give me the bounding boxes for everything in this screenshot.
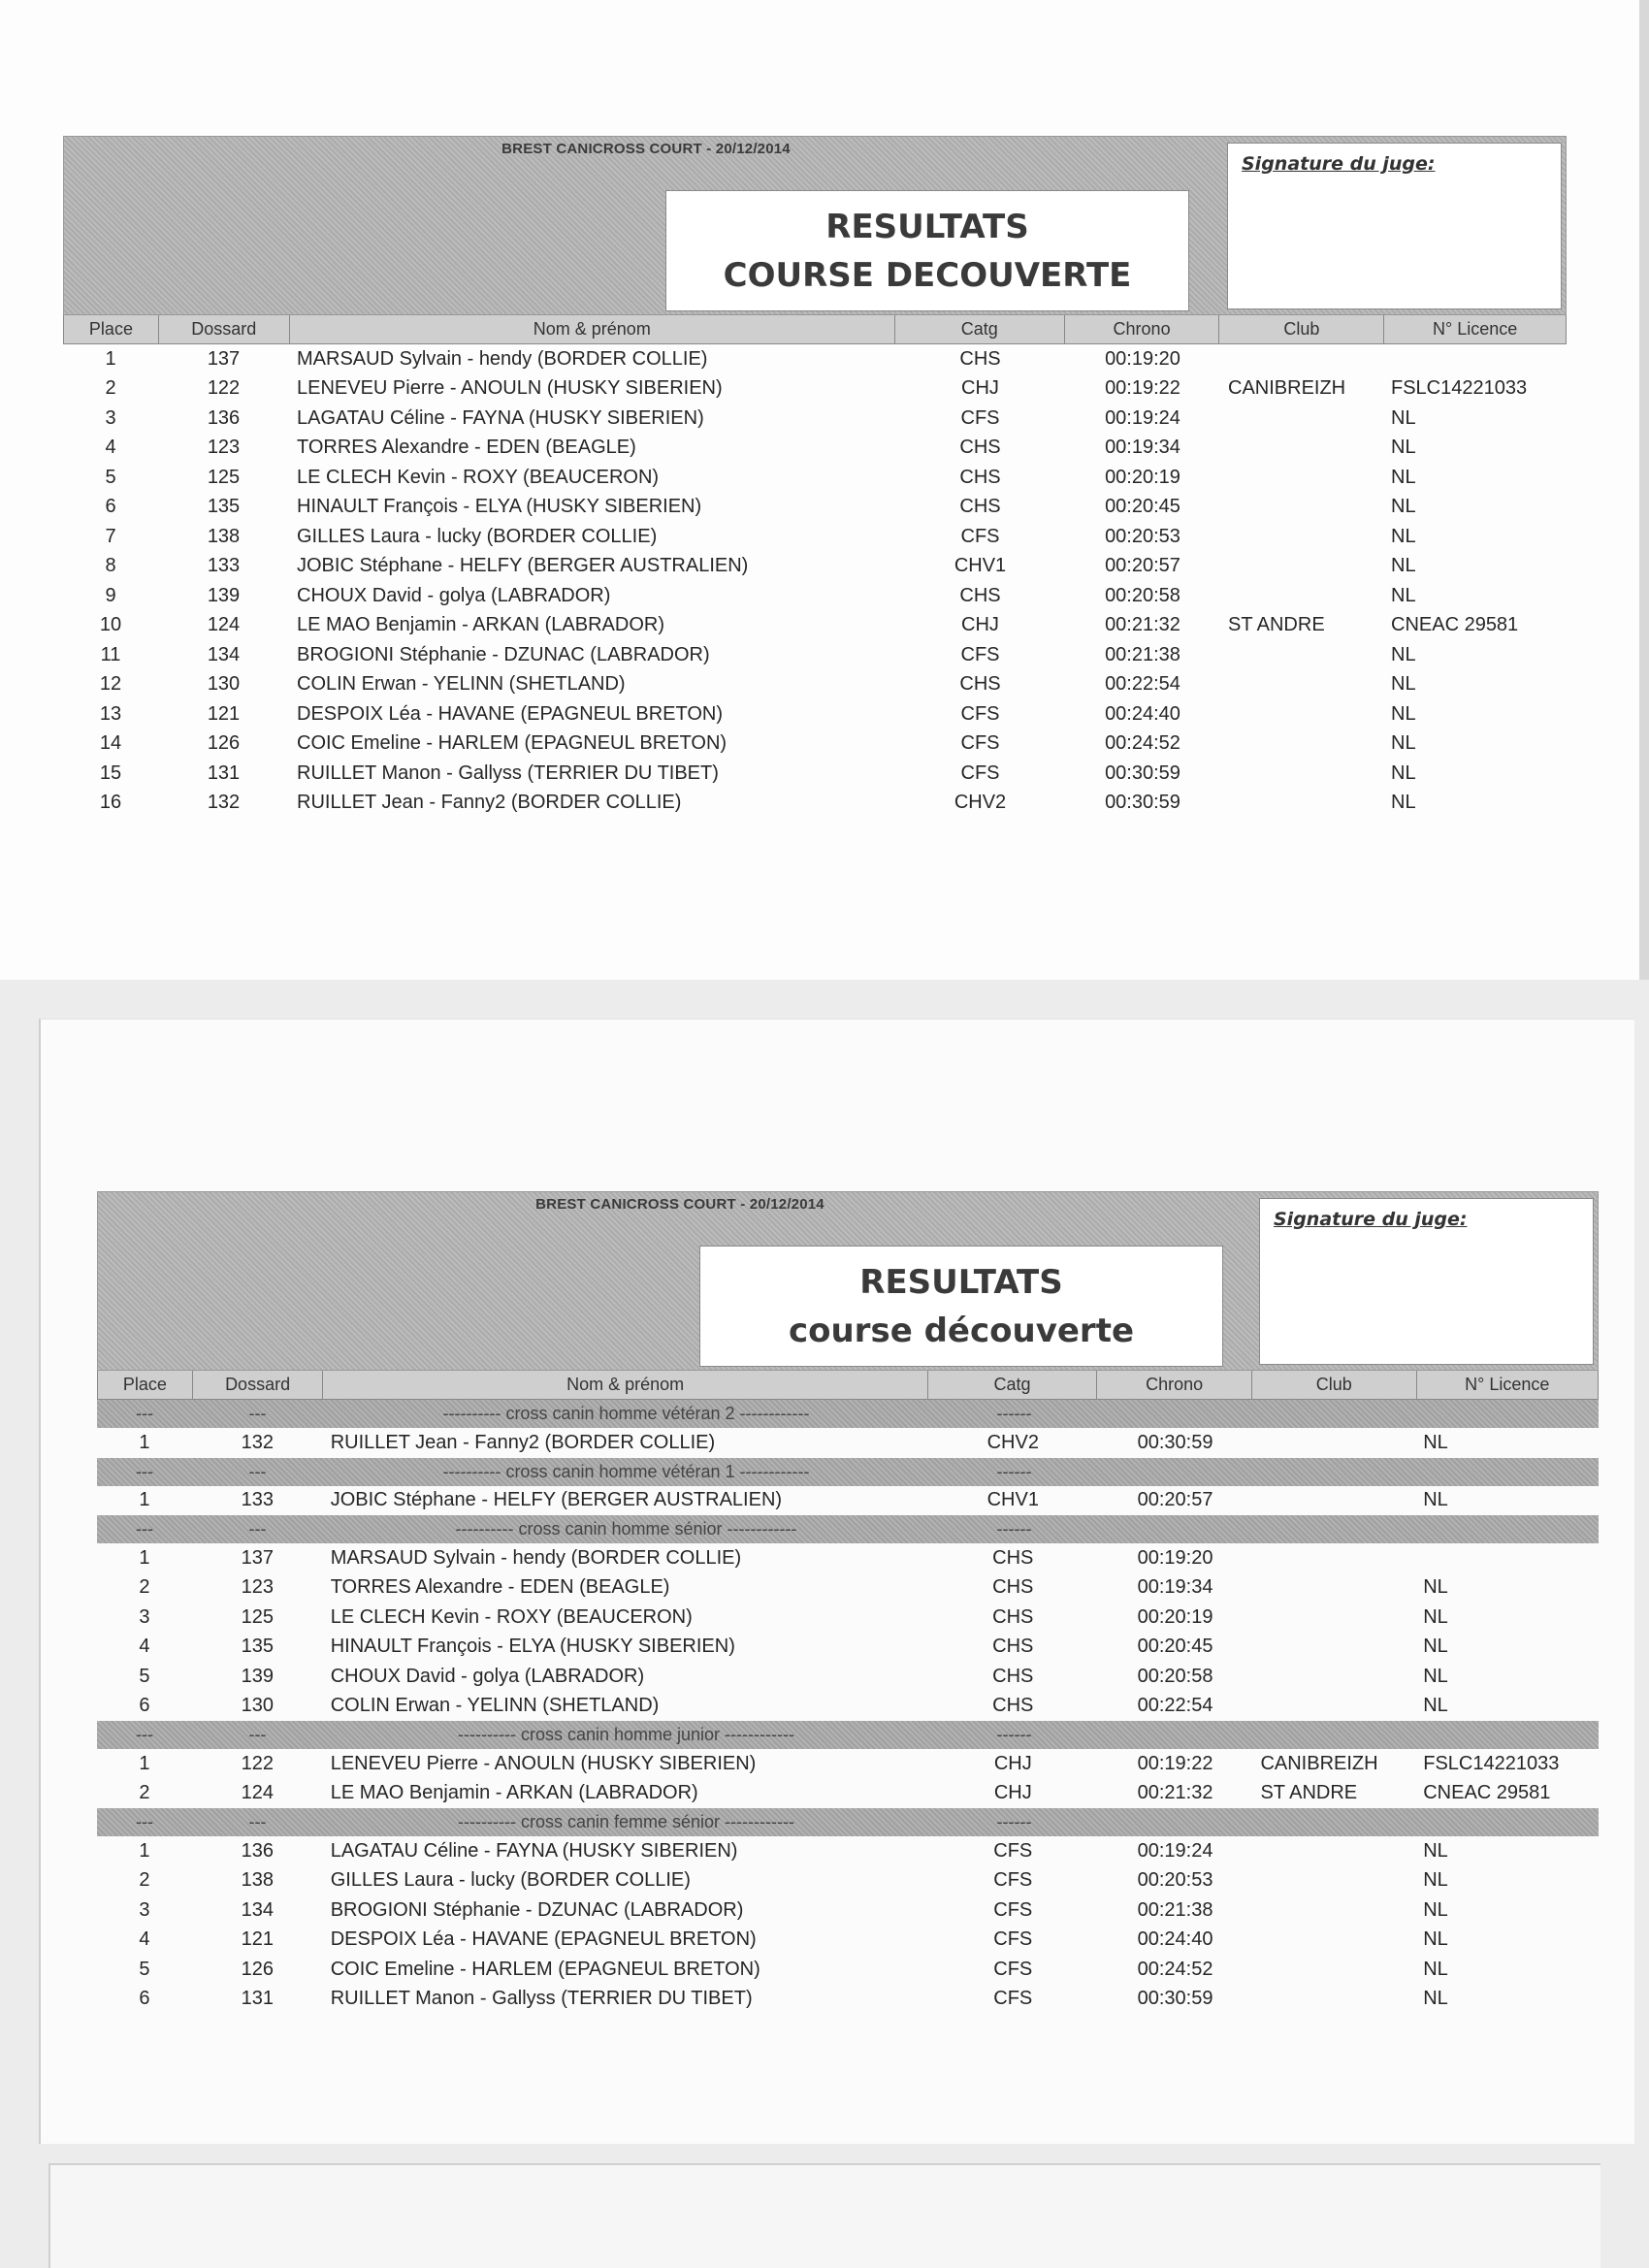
result-time: 00:22:54 — [1137, 1695, 1213, 1717]
result-place: 3 — [139, 1605, 150, 1628]
result-place: 11 — [100, 643, 121, 665]
result-time: 00:19:22 — [1105, 377, 1180, 400]
result-dossard: 138 — [241, 1869, 274, 1892]
table-row — [63, 493, 1567, 523]
race-title: course découverte — [788, 1311, 1135, 1350]
result-category: CHS — [959, 496, 1001, 518]
result-time: 00:24:52 — [1105, 732, 1180, 755]
table-row — [97, 1985, 1599, 2015]
table-row — [97, 1692, 1599, 1722]
group-catg-dash: ------ — [996, 1519, 1032, 1539]
result-category: CFS — [960, 732, 1000, 755]
table-row — [97, 1895, 1599, 1926]
column-header-catg: Catg — [895, 315, 1065, 343]
result-category: CHV2 — [986, 1431, 1039, 1453]
column-header-licence: N° Licence — [1433, 319, 1518, 339]
result-place: 2 — [105, 377, 116, 400]
result-licence: NL — [1391, 761, 1416, 784]
result-name: LE MAO Benjamin - ARKAN (LABRADOR) — [297, 614, 664, 636]
result-name: DESPOIX Léa - HAVANE (EPAGNEUL BRETON) — [297, 702, 724, 725]
result-licence: NL — [1391, 466, 1416, 488]
race-title: COURSE DECOUVERTE — [723, 255, 1132, 295]
result-name: CHOUX David - golya (LABRADOR) — [330, 1665, 645, 1687]
group-place-dash: --- — [136, 1725, 153, 1744]
result-name: TORRES Alexandre - EDEN (BEAGLE) — [297, 437, 636, 459]
column-header-place: Place — [64, 315, 159, 343]
result-place: 6 — [139, 1695, 150, 1717]
table-row — [63, 552, 1567, 582]
result-dossard: 126 — [207, 732, 241, 755]
result-time: 00:24:40 — [1105, 702, 1180, 725]
result-time: 00:20:45 — [1105, 496, 1180, 518]
result-licence: NL — [1391, 496, 1416, 518]
result-name: BROGIONI Stéphanie - DZUNAC (LABRADOR) — [297, 643, 710, 665]
result-dossard: 131 — [207, 761, 241, 784]
result-time: 00:22:54 — [1105, 673, 1180, 696]
result-dossard: 122 — [241, 1752, 274, 1774]
result-name: COLIN Erwan - YELINN (SHETLAND) — [330, 1695, 660, 1717]
result-name: LE MAO Benjamin - ARKAN (LABRADOR) — [330, 1782, 698, 1804]
result-time: 00:30:59 — [1105, 761, 1180, 784]
signature-box — [1259, 1198, 1594, 1365]
column-header-dossard: Dossard — [159, 315, 290, 343]
result-dossard: 126 — [241, 1958, 274, 1980]
result-licence: NL — [1423, 1576, 1448, 1599]
result-licence: NL — [1423, 1928, 1448, 1951]
document-header — [97, 1191, 1599, 1371]
result-category: CHJ — [961, 614, 999, 636]
column-header-place: Place — [98, 1371, 193, 1399]
result-place: 4 — [139, 1928, 150, 1951]
result-place: 16 — [99, 792, 122, 814]
results-table-body — [63, 344, 1567, 818]
result-name: COIC Emeline - HARLEM (EPAGNEUL BRETON) — [330, 1958, 760, 1980]
table-row — [63, 344, 1567, 374]
result-name: LAGATAU Céline - FAYNA (HUSKY SIBERIEN) — [297, 406, 704, 429]
result-place: 9 — [105, 584, 116, 606]
result-place: 15 — [99, 761, 122, 784]
result-time: 00:20:19 — [1105, 466, 1180, 488]
table-row — [63, 789, 1567, 819]
result-licence: NL — [1391, 702, 1416, 725]
result-time: 00:21:38 — [1105, 643, 1180, 665]
event-title: BREST CANICROSS COURT - 20/12/2014 — [535, 1196, 824, 1213]
result-licence: NL — [1423, 1605, 1448, 1628]
result-dossard: 124 — [207, 614, 241, 636]
result-dossard: 130 — [241, 1695, 274, 1717]
column-header-licence: N° Licence — [1465, 1375, 1550, 1394]
result-club: ST ANDRE — [1260, 1782, 1358, 1804]
table-row — [63, 463, 1567, 493]
result-dossard: 121 — [207, 702, 241, 725]
title-box — [699, 1246, 1223, 1367]
signature-label: Signature du juge: — [1274, 1209, 1468, 1230]
table-row — [63, 759, 1567, 789]
result-dossard: 139 — [207, 584, 241, 606]
result-name: LE CLECH Kevin - ROXY (BEAUCERON) — [330, 1605, 693, 1628]
result-place: 10 — [99, 614, 122, 636]
result-time: 00:19:20 — [1105, 347, 1180, 370]
category-results-document — [97, 1191, 1599, 2014]
result-licence: NL — [1391, 792, 1416, 814]
group-label: ---------- cross canin femme sénior ------------ — [458, 1812, 794, 1831]
result-name: JOBIC Stéphane - HELFY (BERGER AUSTRALIEN) — [297, 555, 749, 577]
category-group-header — [97, 1458, 1599, 1486]
result-dossard: 136 — [207, 406, 241, 429]
category-group-header — [97, 1808, 1599, 1836]
table-row — [63, 611, 1567, 641]
result-licence: CNEAC 29581 — [1423, 1782, 1551, 1804]
result-dossard: 131 — [241, 1988, 274, 2010]
result-licence: NL — [1423, 1695, 1448, 1717]
result-place: 3 — [139, 1898, 150, 1921]
result-dossard: 137 — [241, 1546, 274, 1569]
result-dossard: 130 — [207, 673, 241, 696]
result-time: 00:20:58 — [1137, 1665, 1213, 1687]
group-place-dash: --- — [136, 1461, 153, 1481]
result-name: HINAULT François - ELYA (HUSKY SIBERIEN) — [330, 1636, 735, 1658]
result-place: 4 — [105, 437, 116, 459]
table-row — [97, 1573, 1599, 1604]
table-row — [97, 1955, 1599, 1985]
result-dossard: 138 — [207, 525, 241, 547]
result-dossard: 125 — [207, 466, 241, 488]
result-licence: FSLC14221033 — [1391, 377, 1528, 400]
result-licence: NL — [1391, 584, 1416, 606]
result-category: CFS — [993, 1898, 1033, 1921]
result-dossard: 124 — [241, 1782, 274, 1804]
result-licence: NL — [1391, 673, 1416, 696]
table-row — [97, 1633, 1599, 1663]
category-group-header — [97, 1515, 1599, 1543]
group-catg-dash: ------ — [996, 1812, 1032, 1831]
result-dossard: 133 — [207, 555, 241, 577]
result-licence: NL — [1423, 1839, 1448, 1862]
result-time: 00:20:58 — [1105, 584, 1180, 606]
result-category: CFS — [993, 1869, 1033, 1892]
result-time: 00:20:57 — [1105, 555, 1180, 577]
result-name: GILLES Laura - lucky (BORDER COLLIE) — [297, 525, 658, 547]
result-dossard: 132 — [241, 1431, 274, 1453]
result-category: CHS — [992, 1605, 1034, 1628]
title-box — [665, 190, 1189, 311]
table-row — [97, 1486, 1599, 1516]
result-time: 00:21:38 — [1137, 1898, 1213, 1921]
table-row — [97, 1662, 1599, 1692]
result-dossard: 135 — [207, 496, 241, 518]
result-name: MARSAUD Sylvain - hendy (BORDER COLLIE) — [330, 1546, 742, 1569]
result-dossard: 132 — [207, 792, 241, 814]
group-dossard-dash: --- — [248, 1404, 267, 1423]
result-category: CHS — [959, 466, 1001, 488]
result-licence: NL — [1423, 1489, 1448, 1511]
table-row — [63, 522, 1567, 552]
result-place: 3 — [105, 406, 116, 429]
category-group-header — [97, 1721, 1599, 1749]
result-time: 00:19:22 — [1137, 1752, 1213, 1774]
result-licence: NL — [1423, 1869, 1448, 1892]
table-row — [97, 1603, 1599, 1633]
group-label: ---------- cross canin homme sénior ------------ — [455, 1519, 797, 1539]
result-place: 14 — [99, 732, 122, 755]
result-category: CHV1 — [986, 1489, 1039, 1511]
result-category: CHS — [959, 437, 1001, 459]
result-name: BROGIONI Stéphanie - DZUNAC (LABRADOR) — [330, 1898, 744, 1921]
result-category: CHS — [959, 673, 1001, 696]
result-licence: NL — [1423, 1988, 1448, 2010]
result-name: RUILLET Manon - Gallyss (TERRIER DU TIBET) — [330, 1988, 753, 2010]
table-row — [63, 581, 1567, 611]
column-header-nom: Nom & prénom — [323, 1371, 927, 1399]
result-name: COLIN Erwan - YELINN (SHETLAND) — [297, 673, 626, 696]
group-catg-dash: ------ — [996, 1404, 1032, 1423]
result-time: 00:20:19 — [1137, 1605, 1213, 1628]
result-dossard: 137 — [207, 347, 241, 370]
result-place: 1 — [105, 347, 116, 370]
result-category: CFS — [960, 702, 1000, 725]
group-dossard-dash: --- — [248, 1519, 267, 1539]
result-name: JOBIC Stéphane - HELFY (BERGER AUSTRALIEN) — [330, 1489, 783, 1511]
result-dossard: 122 — [207, 377, 241, 400]
table-row — [63, 640, 1567, 670]
result-place: 2 — [139, 1782, 150, 1804]
group-dossard-dash: --- — [248, 1812, 267, 1831]
result-club: ST ANDRE — [1228, 614, 1325, 636]
column-headers — [97, 1371, 1599, 1400]
table-row — [63, 374, 1567, 405]
result-place: 1 — [139, 1839, 150, 1862]
result-time: 00:30:59 — [1137, 1988, 1213, 2010]
result-place: 4 — [139, 1636, 150, 1658]
result-club: CANIBREIZH — [1228, 377, 1346, 400]
result-licence: NL — [1391, 643, 1416, 665]
group-catg-dash: ------ — [996, 1461, 1032, 1481]
result-place: 1 — [139, 1546, 150, 1569]
result-place: 13 — [99, 702, 122, 725]
result-name: CHOUX David - golya (LABRADOR) — [297, 584, 611, 606]
result-name: RUILLET Jean - Fanny2 (BORDER COLLIE) — [330, 1431, 716, 1453]
result-licence: NL — [1423, 1665, 1448, 1687]
result-name: LAGATAU Céline - FAYNA (HUSKY SIBERIEN) — [330, 1839, 738, 1862]
result-licence: NL — [1391, 555, 1416, 577]
results-sheet-3-edge — [48, 2163, 1600, 2268]
result-place: 8 — [105, 555, 116, 577]
result-dossard: 136 — [241, 1839, 274, 1862]
result-dossard: 123 — [207, 437, 241, 459]
sheet-1-edge — [1639, 0, 1649, 980]
group-place-dash: --- — [136, 1404, 153, 1423]
signature-box — [1227, 143, 1562, 309]
column-headers — [63, 315, 1567, 344]
result-category: CHJ — [993, 1782, 1032, 1804]
result-time: 00:19:20 — [1137, 1546, 1213, 1569]
result-time: 00:19:34 — [1137, 1576, 1213, 1599]
result-licence: NL — [1423, 1431, 1448, 1453]
table-row — [97, 1543, 1599, 1573]
result-dossard: 133 — [241, 1489, 274, 1511]
result-licence: CNEAC 29581 — [1391, 614, 1519, 636]
result-time: 00:24:52 — [1137, 1958, 1213, 1980]
result-name: HINAULT François - ELYA (HUSKY SIBERIEN) — [297, 496, 702, 518]
result-dossard: 134 — [241, 1898, 274, 1921]
group-place-dash: --- — [136, 1812, 153, 1831]
column-header-chrono: Chrono — [1065, 315, 1220, 343]
group-dossard-dash: --- — [248, 1725, 267, 1744]
result-category: CFS — [960, 643, 1000, 665]
result-time: 00:19:24 — [1105, 406, 1180, 429]
table-row — [97, 1779, 1599, 1809]
result-place: 1 — [139, 1431, 150, 1453]
result-time: 00:24:40 — [1137, 1928, 1213, 1951]
result-name: DESPOIX Léa - HAVANE (EPAGNEUL BRETON) — [330, 1928, 757, 1951]
table-row — [63, 670, 1567, 700]
result-category: CHS — [959, 584, 1001, 606]
result-place: 6 — [139, 1988, 150, 2010]
group-dossard-dash: --- — [248, 1461, 267, 1481]
result-name: TORRES Alexandre - EDEN (BEAGLE) — [330, 1576, 670, 1599]
result-name: LENEVEU Pierre - ANOULN (HUSKY SIBERIEN) — [297, 377, 723, 400]
result-place: 2 — [139, 1576, 150, 1599]
result-place: 5 — [139, 1665, 150, 1687]
result-category: CHS — [992, 1695, 1034, 1717]
result-category: CHS — [992, 1665, 1034, 1687]
result-place: 5 — [139, 1958, 150, 1980]
result-name: LE CLECH Kevin - ROXY (BEAUCERON) — [297, 466, 660, 488]
column-header-club: Club — [1219, 315, 1384, 343]
result-licence: NL — [1423, 1636, 1448, 1658]
result-name: MARSAUD Sylvain - hendy (BORDER COLLIE) — [297, 347, 708, 370]
result-category: CFS — [993, 1988, 1033, 2010]
document-header — [63, 136, 1567, 315]
result-category: CHS — [992, 1546, 1034, 1569]
result-category: CFS — [960, 525, 1000, 547]
table-row — [97, 1866, 1599, 1896]
result-licence: FSLC14221033 — [1423, 1752, 1560, 1774]
result-category: CHS — [992, 1636, 1034, 1658]
results-title: RESULTATS — [859, 1262, 1063, 1302]
column-header-nom: Nom & prénom — [290, 315, 895, 343]
result-dossard: 125 — [241, 1605, 274, 1628]
result-club: CANIBREIZH — [1260, 1752, 1378, 1774]
result-name: RUILLET Jean - Fanny2 (BORDER COLLIE) — [297, 792, 682, 814]
result-time: 00:30:59 — [1137, 1431, 1213, 1453]
result-licence: NL — [1391, 437, 1416, 459]
table-row — [97, 1749, 1599, 1779]
result-licence: NL — [1391, 732, 1416, 755]
results-title: RESULTATS — [825, 207, 1029, 246]
result-time: 00:21:32 — [1105, 614, 1180, 636]
group-label: ---------- cross canin homme vétéran 2 ------------ — [442, 1404, 810, 1423]
result-time: 00:19:24 — [1137, 1839, 1213, 1862]
category-group-header — [97, 1400, 1599, 1428]
result-place: 7 — [105, 525, 116, 547]
result-dossard: 139 — [241, 1665, 274, 1687]
result-name: GILLES Laura - lucky (BORDER COLLIE) — [330, 1869, 691, 1892]
column-header-catg: Catg — [928, 1371, 1098, 1399]
result-category: CFS — [993, 1839, 1033, 1862]
result-name: RUILLET Manon - Gallyss (TERRIER DU TIBET) — [297, 761, 719, 784]
table-row — [63, 699, 1567, 729]
result-name: LENEVEU Pierre - ANOULN (HUSKY SIBERIEN) — [330, 1752, 757, 1774]
result-licence: NL — [1423, 1958, 1448, 1980]
result-place: 6 — [105, 496, 116, 518]
result-category: CFS — [960, 761, 1000, 784]
table-row — [63, 404, 1567, 434]
result-category: CHS — [959, 347, 1001, 370]
table-row — [97, 1428, 1599, 1458]
table-row — [97, 1926, 1599, 1956]
column-header-club: Club — [1252, 1371, 1417, 1399]
result-category: CFS — [960, 406, 1000, 429]
result-category: CFS — [993, 1928, 1033, 1951]
result-licence: NL — [1391, 406, 1416, 429]
result-category: CFS — [993, 1958, 1033, 1980]
column-header-dossard: Dossard — [193, 1371, 324, 1399]
group-place-dash: --- — [136, 1519, 153, 1539]
result-time: 00:30:59 — [1105, 792, 1180, 814]
result-category: CHJ — [961, 377, 999, 400]
table-row — [97, 1836, 1599, 1866]
result-category: CHS — [992, 1576, 1034, 1599]
result-time: 00:21:32 — [1137, 1782, 1213, 1804]
results-table-body — [97, 1400, 1599, 2014]
result-dossard: 123 — [241, 1576, 274, 1599]
event-title: BREST CANICROSS COURT - 20/12/2014 — [501, 141, 791, 157]
group-label: ---------- cross canin homme junior ------------ — [458, 1725, 794, 1744]
result-place: 1 — [139, 1489, 150, 1511]
result-licence: NL — [1423, 1898, 1448, 1921]
signature-label: Signature du juge: — [1242, 153, 1436, 175]
result-category: CHV2 — [954, 792, 1007, 814]
result-dossard: 135 — [241, 1636, 274, 1658]
result-licence: NL — [1391, 525, 1416, 547]
result-time: 00:20:45 — [1137, 1636, 1213, 1658]
result-time: 00:20:53 — [1105, 525, 1180, 547]
result-category: CHV1 — [954, 555, 1007, 577]
result-time: 00:20:53 — [1137, 1869, 1213, 1892]
result-category: CHJ — [993, 1752, 1032, 1774]
result-place: 12 — [99, 673, 122, 696]
group-catg-dash: ------ — [996, 1725, 1032, 1744]
result-name: COIC Emeline - HARLEM (EPAGNEUL BRETON) — [297, 732, 728, 755]
result-place: 5 — [105, 466, 116, 488]
result-dossard: 134 — [207, 643, 241, 665]
table-row — [63, 434, 1567, 464]
result-time: 00:19:34 — [1105, 437, 1180, 459]
group-label: ---------- cross canin homme vétéran 1 ------------ — [442, 1461, 810, 1481]
result-place: 1 — [139, 1752, 150, 1774]
table-row — [63, 729, 1567, 760]
result-dossard: 121 — [241, 1928, 274, 1951]
column-header-chrono: Chrono — [1097, 1371, 1252, 1399]
result-time: 00:20:57 — [1137, 1489, 1213, 1511]
overall-results-document — [63, 136, 1567, 818]
result-place: 2 — [139, 1869, 150, 1892]
